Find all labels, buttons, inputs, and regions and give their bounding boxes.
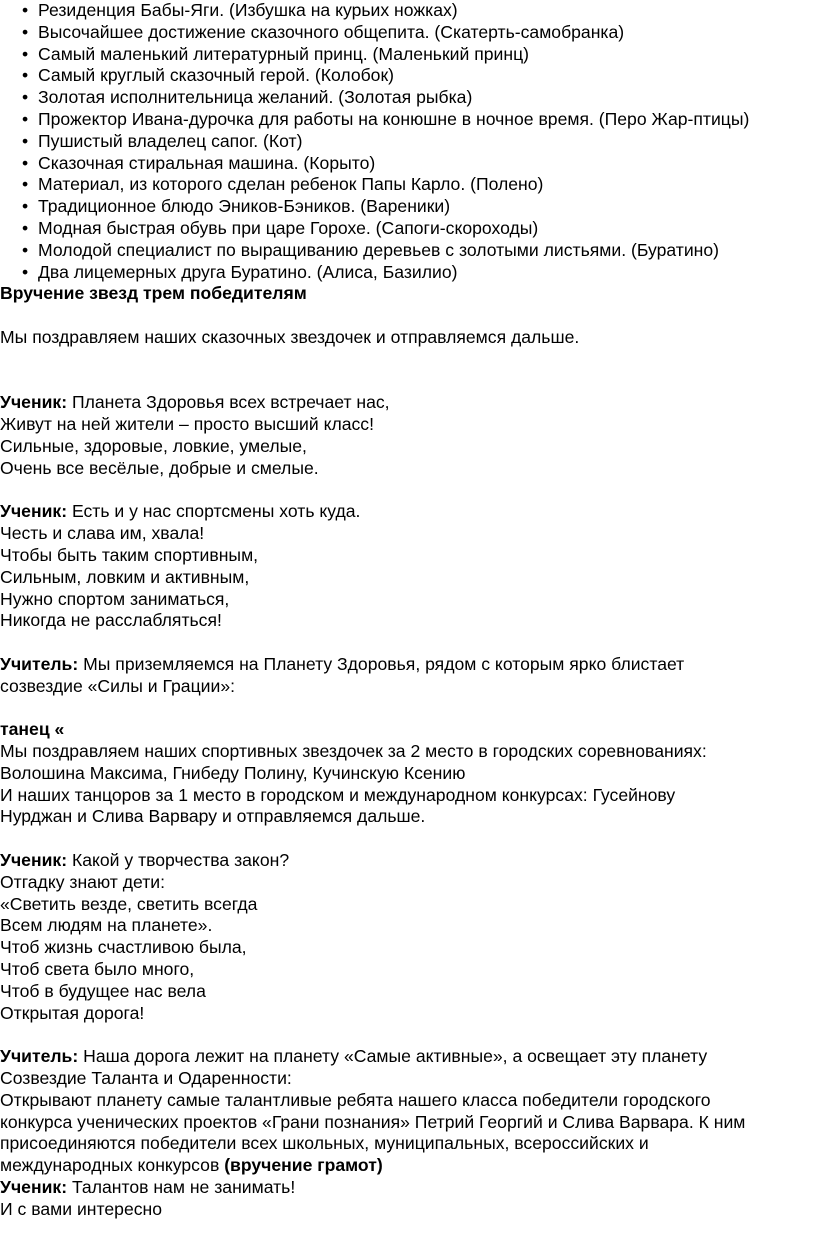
verse-text: Талантов нам не занимать! [67, 1177, 296, 1198]
spacer [0, 349, 816, 371]
verse-text: Планета Здоровья всех встречает нас, [67, 392, 390, 413]
section-heading-awards: Вручение звезд трем победителям [0, 283, 307, 304]
teacher-block-talent [0, 1046, 816, 1177]
list-item-text: Золотая исполнительница желаний. (Золотая рыбка) [38, 87, 473, 108]
list-item-text: Резиденция Бабы-Яги. (Избушка на курьих ножках) [38, 0, 458, 20]
list-item-text: Сказочная стиральная машина. (Корыто) [38, 152, 376, 173]
paragraph-line: Мы поздравляем наших спортивных звездочек за 2 место в городских соревнованиях: [0, 741, 707, 762]
verse-first-line [0, 392, 816, 414]
verse-first-line [0, 501, 816, 523]
verse-first-line [0, 1177, 816, 1199]
bullet-icon: • [22, 196, 29, 217]
bullet-icon: • [22, 130, 29, 151]
list-item [0, 218, 816, 240]
list-item [0, 44, 816, 66]
spacer [0, 480, 816, 502]
bullet-icon: • [22, 261, 29, 282]
verse-block-talents [0, 1177, 816, 1221]
speaker-label: Ученик: [0, 850, 68, 871]
verse-line: Живут на ней жители – просто высший класс! [0, 414, 374, 435]
riddle-list [0, 0, 816, 283]
paragraph-line: И наших танцоров за 1 место в городском и международном конкурсах: Гусейнову [0, 784, 676, 805]
verse-line: Никогда не расслабляться! [0, 610, 222, 631]
paragraph-line: созвездие «Силы и Грации»: [0, 675, 235, 696]
verse-line: Чтоб света было много, [0, 959, 195, 980]
verse-block-creativity [0, 850, 816, 1024]
verse-line: Всем людям на планете». [0, 915, 213, 936]
verse-line: Чтобы быть таким спортивным, [0, 544, 259, 565]
verse-line: Чтоб в будущее нас вела [0, 980, 206, 1001]
paragraph-line: конкурса ученических проектов «Грани познания» Петрий Георгий и Слива Варвара. К ним [0, 1111, 746, 1132]
paragraph-line: Нурджан и Слива Варвару и отправляемся дальше. [0, 806, 426, 827]
teacher-block-landing [0, 654, 816, 698]
dance-heading: танец « [0, 719, 65, 740]
verse-first-line [0, 850, 816, 872]
paragraph-text: Мы приземляемся на Планету Здоровья, рядом с которым ярко блистает [78, 653, 685, 674]
bullet-icon: • [22, 65, 29, 86]
verse-line: Сильным, ловким и активным, [0, 566, 250, 587]
bullet-icon: • [22, 0, 29, 20]
verse-line: И с вами интересно [0, 1198, 163, 1219]
paragraph-line: Созвездие Таланта и Одаренности: [0, 1068, 292, 1089]
list-item [0, 262, 816, 284]
bullet-icon: • [22, 87, 29, 108]
bullet-icon: • [22, 21, 29, 42]
spacer [0, 371, 816, 393]
list-item [0, 196, 816, 218]
bullet-icon: • [22, 239, 29, 260]
verse-block-athletes [0, 501, 816, 632]
bullet-icon: • [22, 108, 29, 129]
list-item [0, 0, 816, 22]
bullet-icon: • [22, 174, 29, 195]
list-item-text: Высочайшее достижение сказочного общепита. (Скатерть-самобранка) [38, 21, 625, 42]
spacer [0, 698, 816, 720]
bullet-icon: • [22, 217, 29, 238]
speaker-label: Ученик: [0, 1177, 68, 1198]
paragraph-congrats-fairy: Мы поздравляем наших сказочных звездочек и отправляемся дальше. [0, 326, 580, 347]
verse-line: Чтоб жизнь счастливою была, [0, 937, 247, 958]
paragraph-first-line [0, 654, 816, 676]
verse-line: Сильные, здоровые, ловкие, умелые, [0, 435, 307, 456]
paragraph-text: Наша дорога лежит на планету «Самые активные», а освещает эту планету [78, 1046, 708, 1067]
list-item-text: Самый круглый сказочный герой. (Колобок) [38, 65, 395, 86]
list-item [0, 240, 816, 262]
verse-line: Честь и слава им, хвала! [0, 523, 205, 544]
verse-line: Отгадку знают дети: [0, 871, 165, 892]
spacer [0, 1024, 816, 1046]
verse-text: Есть и у нас спортсмены хоть куда. [67, 501, 361, 522]
verse-line: Открытая дорога! [0, 1002, 145, 1023]
verse-block-health-planet [0, 392, 816, 479]
list-item-text: Два лицемерных друга Буратино. (Алиса, Базилио) [38, 261, 458, 282]
list-item-text: Материал, из которого сделан ребенок Папы Карло. (Полено) [38, 174, 544, 195]
paragraph-text: международных конкурсов [0, 1155, 225, 1176]
verse-line: «Светить везде, светить всегда [0, 893, 258, 914]
spacer [0, 632, 816, 654]
list-item-text: Модная быстрая обувь при царе Горохе. (Сапоги-скороходы) [38, 217, 539, 238]
bullet-icon: • [22, 43, 29, 64]
list-item-text: Самый маленький литературный принц. (Маленький принц) [38, 43, 530, 64]
list-item [0, 87, 816, 109]
list-item [0, 109, 816, 131]
verse-line: Очень все весёлые, добрые и смелые. [0, 457, 319, 478]
list-item [0, 153, 816, 175]
list-item [0, 131, 816, 153]
bullet-icon: • [22, 152, 29, 173]
verse-text: Какой у творчества закон? [67, 850, 290, 871]
paragraph-line [0, 1155, 816, 1177]
list-item-text: Традиционное блюдо Эников-Бэников. (Вареники) [38, 196, 451, 217]
list-item [0, 65, 816, 87]
speaker-label: Учитель: [0, 1046, 79, 1067]
speaker-label: Ученик: [0, 501, 68, 522]
stage-direction: (вручение грамот) [224, 1155, 383, 1176]
list-item [0, 174, 816, 196]
paragraph-line: Волошина Максима, Гнибеду Полину, Кучинскую Ксению [0, 762, 466, 783]
spacer [0, 828, 816, 850]
speaker-label: Ученик: [0, 392, 68, 413]
paragraph-first-line [0, 1046, 816, 1068]
list-item-text: Молодой специалист по выращиванию деревьев с золотыми листьями. (Буратино) [38, 239, 720, 260]
paragraph-line: присоединяются победители всех школьных, муниципальных, всероссийских и [0, 1133, 649, 1154]
paragraph-line: Открывают планету самые талантливые ребята нашего класса победители городского [0, 1089, 711, 1110]
spacer [0, 305, 816, 327]
verse-line: Нужно спортом заниматься, [0, 588, 230, 609]
list-item-text: Пушистый владелец сапог. (Кот) [38, 130, 303, 151]
speaker-label: Учитель: [0, 653, 79, 674]
list-item [0, 22, 816, 44]
list-item-text: Прожектор Ивана-дурочка для работы на конюшне в ночное время. (Перо Жар-птицы) [38, 108, 750, 129]
